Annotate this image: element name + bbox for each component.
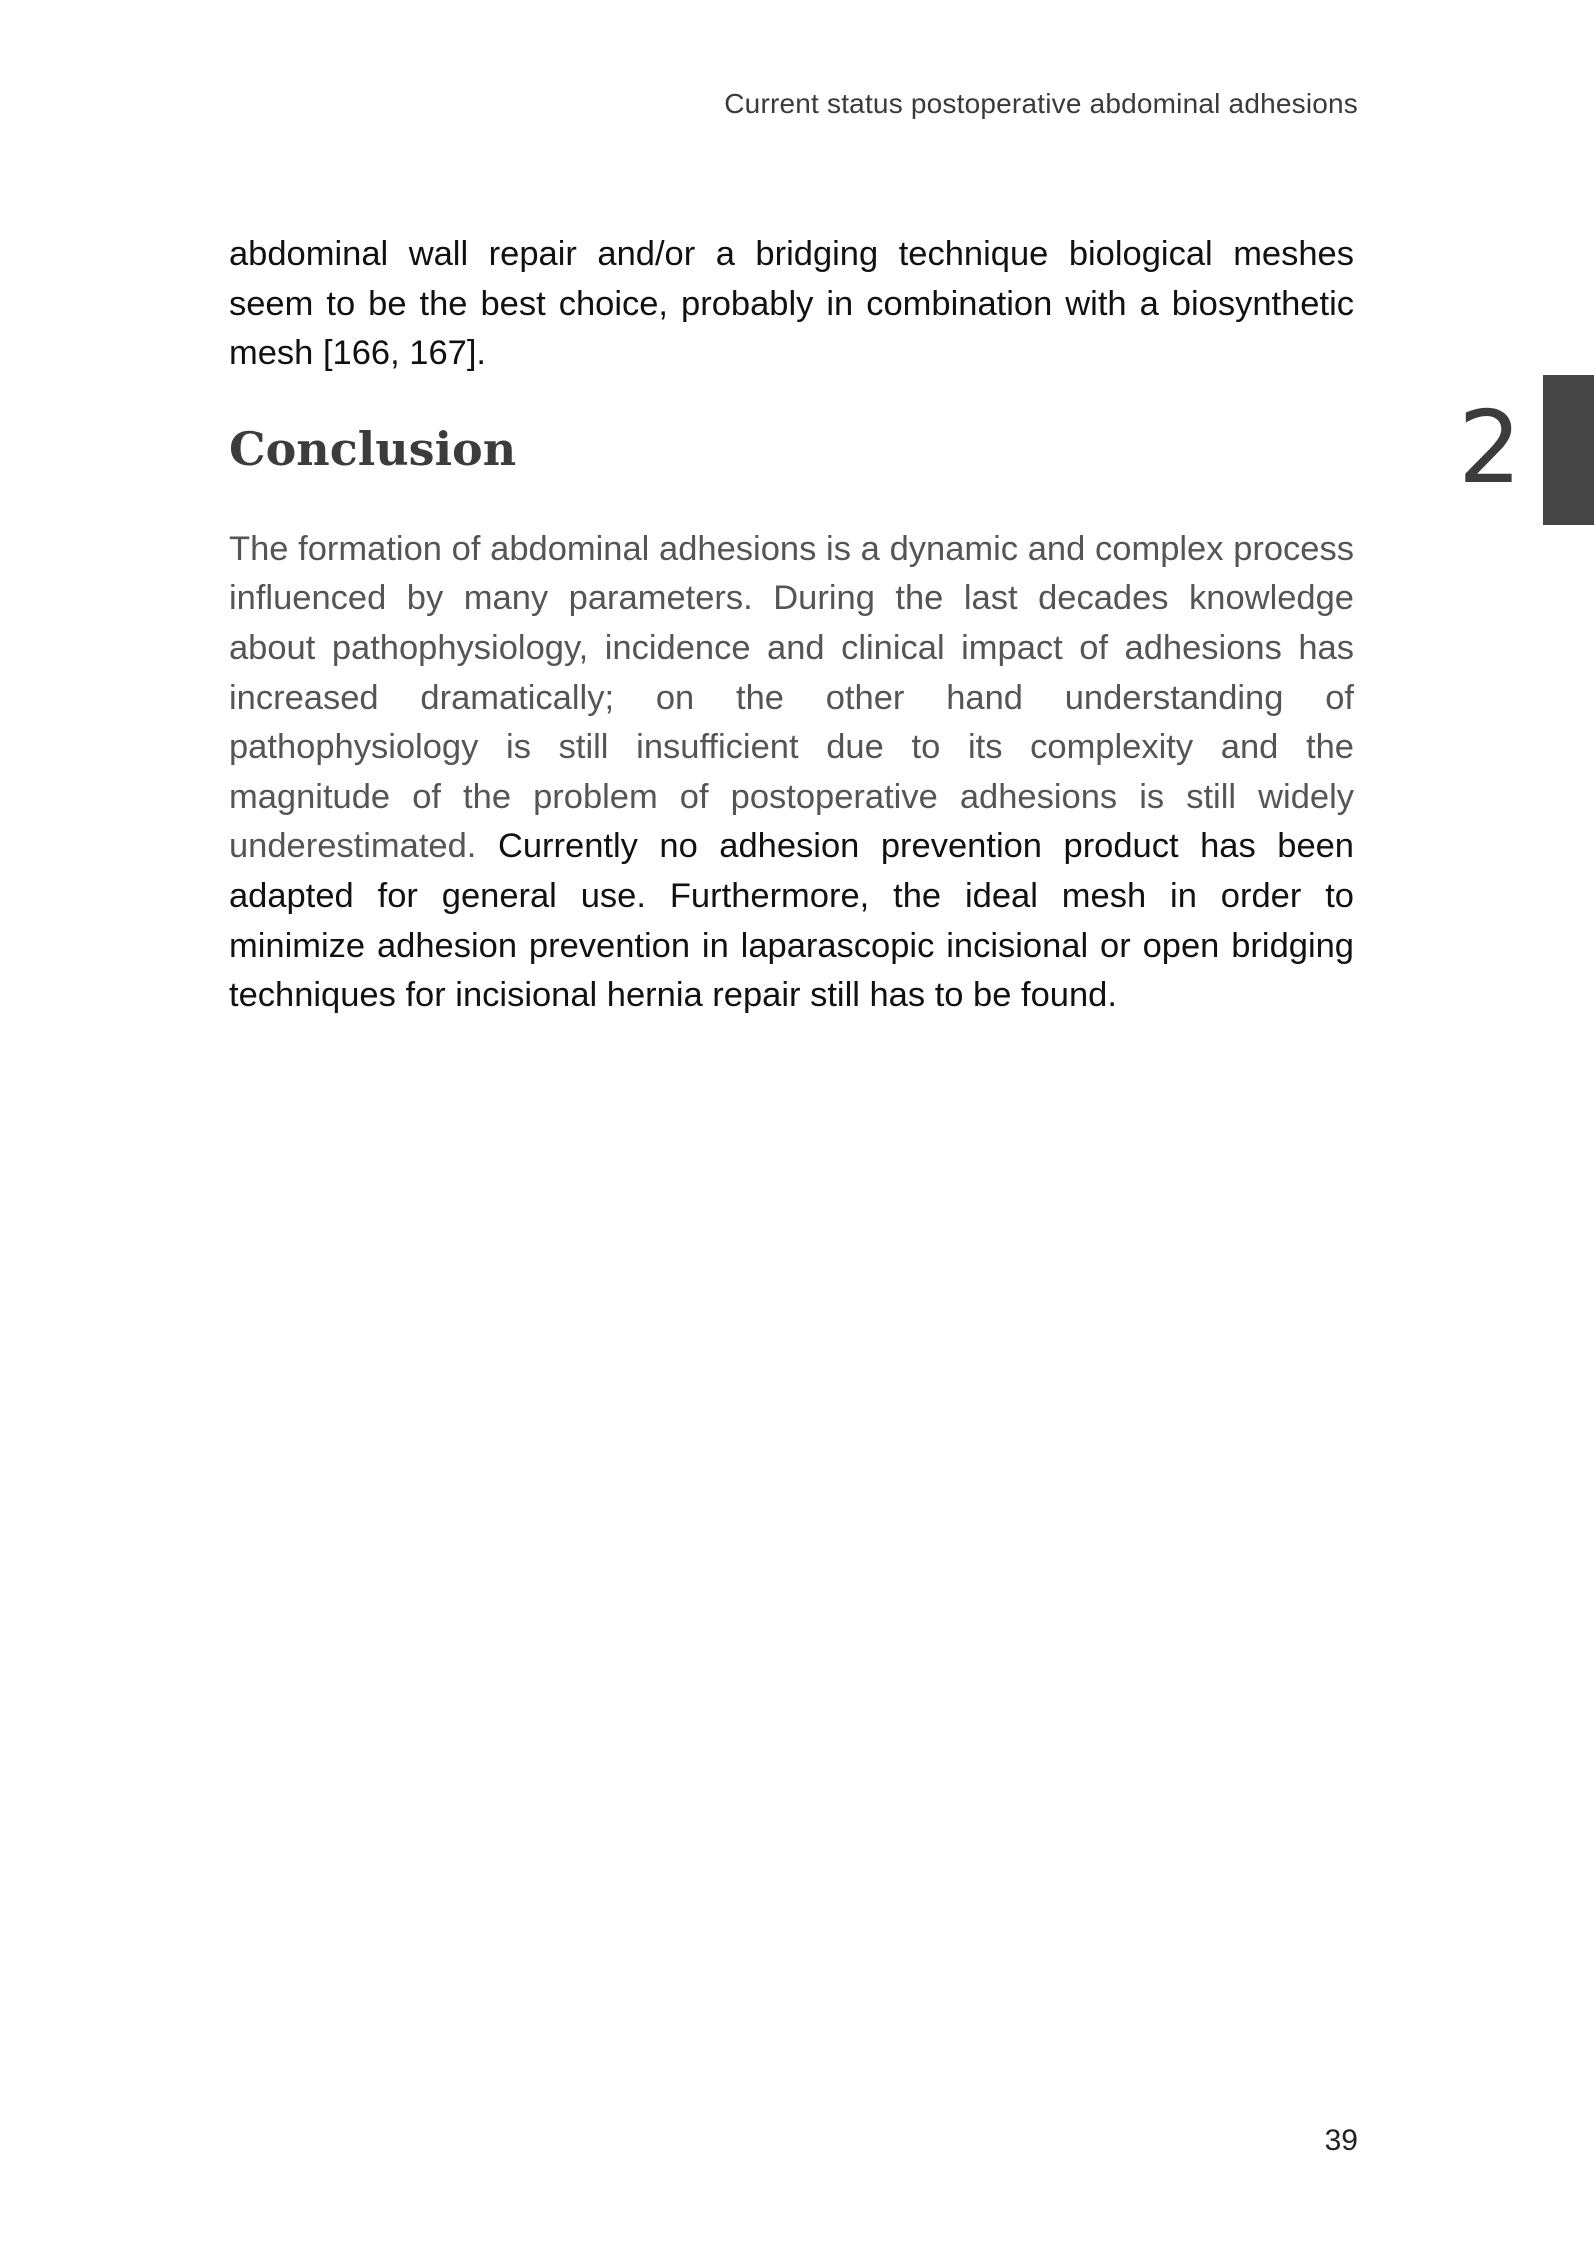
- page-body: [229, 230, 1354, 1021]
- conclusion-text-part1: The formation of abdominal adhesions is a dynamic and complex process influenced by many parameters. During the last decades knowledge about pathophysiology, incidence and clinical impact of adhesions has increased dramatically; on the other hand understanding of pathophysiology is still insufficient due to its complexity and the magnitude of the problem of postoperative adhesions is still widely underestimated.: [229, 529, 1354, 866]
- conclusion-paragraph: [229, 525, 1354, 1021]
- chapter-number: 2: [1458, 389, 1522, 506]
- running-header: Current status postoperative abdominal adhesions: [724, 88, 1358, 119]
- section-heading: Conclusion: [229, 421, 517, 476]
- intro-paragraph: abdominal wall repair and/or a bridging technique biological meshes seem to be the best choice, probably in combination with a biosynthetic mesh [166, 167].: [229, 235, 1354, 373]
- conclusion-text-part2: Currently no adhesion prevention product has been adapted for general use. Furthermore, the ideal mesh in order to minimize adhesion prevention in laparascopic incisional or open bridging techniques for incisional hernia repair still has to be found.: [229, 827, 1354, 1015]
- chapter-tab-marker: [1543, 375, 1594, 525]
- page-number: 39: [1324, 2124, 1358, 2157]
